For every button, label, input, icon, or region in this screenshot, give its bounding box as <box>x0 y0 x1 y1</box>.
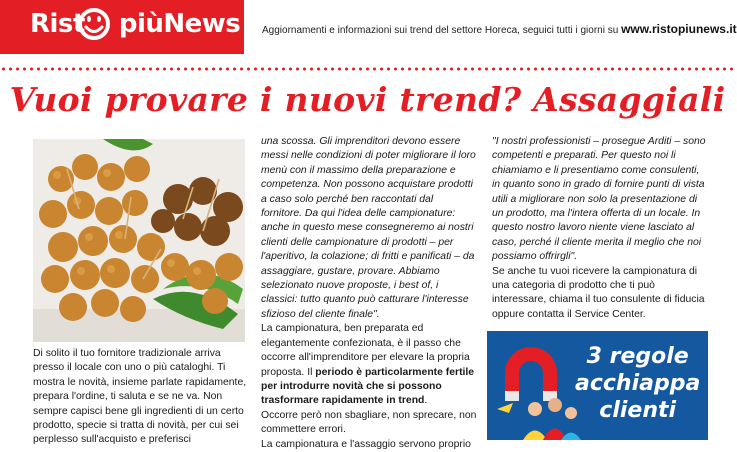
site-link[interactable]: www.ristopiunews.it <box>621 22 737 36</box>
paragraph: Occorre però non sbagliare, non sprecare, non commettere errori. <box>261 409 477 436</box>
article-column-3 <box>492 135 707 322</box>
callout-box <box>487 331 708 440</box>
paragraph-end: . <box>424 395 428 407</box>
paragraph: La campionatura e l'assaggio servono proprio <box>261 438 471 450</box>
smiley-logo-icon <box>76 2 112 46</box>
callout-line-1: 3 regole <box>586 344 689 369</box>
callout-title <box>575 343 700 424</box>
tagline-text: Aggiornamenti e informazioni sui trend del settore Horeca, seguici tutti i giorni su <box>262 25 619 36</box>
dotted-divider <box>0 67 735 71</box>
callout-line-2: acchiappa <box>575 371 701 396</box>
paragraph: Di solito il tuo fornitore tradizionale arriva presso il locale con uno o più cataloghi. Ti mostra le novità, insieme parlate rapidamente, prepara l'ordine, ti saluta e se ne va. Non sempre capisci bene gli ingredienti di un certo prodotto, specie si tratta di novità, per cui sei perplesso sull'acquisto e preferisci <box>33 348 247 446</box>
article-column-2 <box>261 135 477 452</box>
callout-line-3: clienti <box>599 398 677 423</box>
paragraph-text: La campionatura, ben preparata ed elegantemente confezionata, è il passo che occorre all'imprenditore per elevare la propria proposta. Il <box>261 323 470 378</box>
paragraph: Se anche tu vuoi ricevere la campionatura di una categoria di prodotto che ti può interessare, chiama il tuo consulente di fiducia oppure contatta il Service Center. <box>492 265 705 320</box>
quote-paragraph: "I nostri professionisti – prosegue Arditi – sono competenti e preparati. Per questo noi li chiamiamo e li presentiamo come consulenti, in quanto sono in grado di fornire punti di vista utili a migliorare non solo la presentazione di un prodotto, ma l'intera offerta di un locale. In questo nostro lavoro niente viene lasciato al caso, perché il cliente merita il meglio che noi possiamo offrirgli". <box>492 136 706 263</box>
food-photo <box>33 139 245 342</box>
header-tagline <box>262 22 737 36</box>
article-headline: Vuoi provare i nuovi trend? Assaggiali <box>9 80 726 119</box>
paragraph <box>261 322 477 408</box>
article-column-1 <box>33 347 248 448</box>
highlight-text: periodo è particolarmente fertile per introdurre novità che si possono trasformare rapidamente in trend <box>261 366 475 407</box>
logo-wordmark <box>30 9 240 39</box>
logo-left: Rist <box>30 9 85 39</box>
quote-paragraph: una scossa. Gli imprenditori devono essere messi nelle condizioni di poter migliorare il loro menù con il massimo della preparazione e competenza. Non possono acquistare prodotti a caso solo perché ben raccontati dal fornitore. Da qui l'idea delle campionature: anche in questo mese consegneremo ai nostri clienti delle campionature di prodotti – per l'aperitivo, la colazione; di fritti e panificati – da assaggiare, gustare, provare. Abbiamo selezionato nuove proposte, i best of, i classici: tutto quanto può catturare l'interesse sfizioso del cliente finale". <box>261 136 476 320</box>
brand-logo[interactable] <box>0 0 244 54</box>
people-icon <box>521 393 581 440</box>
logo-right: piùNews <box>118 9 241 39</box>
